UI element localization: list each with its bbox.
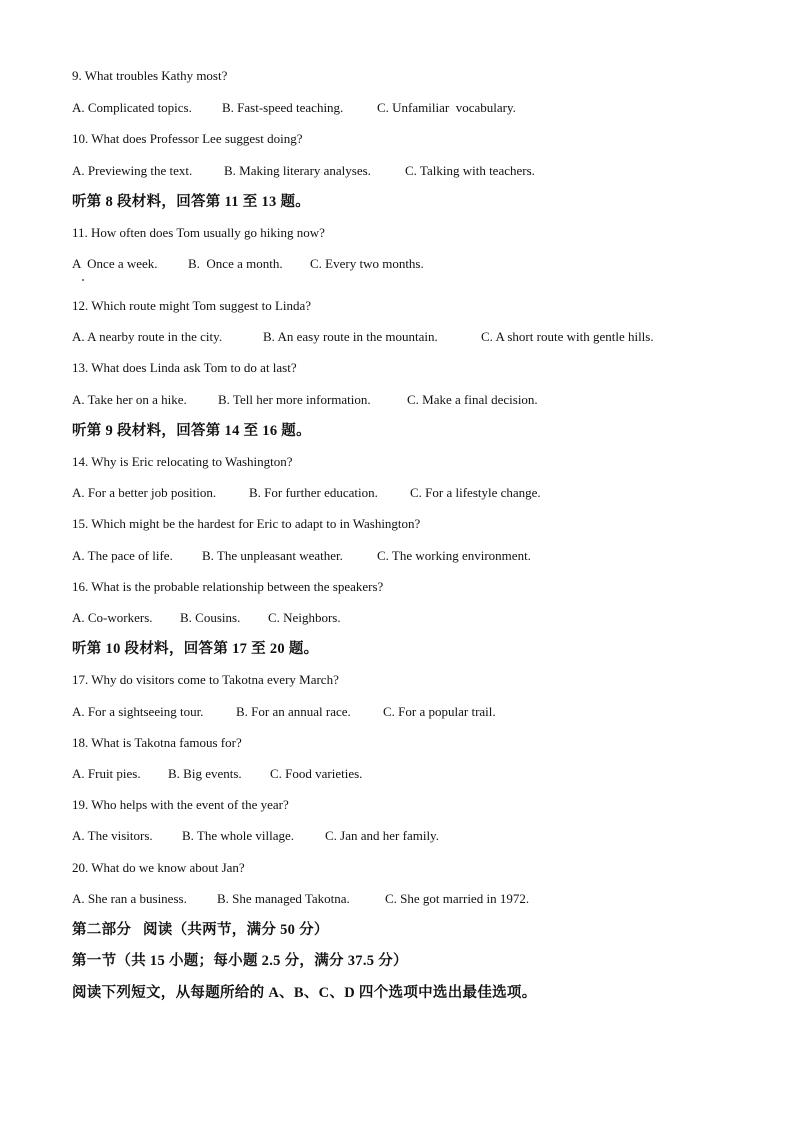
option-c: C. Every two months. bbox=[310, 256, 424, 271]
option-b: B. For an annual race. bbox=[236, 704, 351, 719]
option-a: A Once a week. bbox=[72, 256, 158, 271]
option-c: C. For a popular trail. bbox=[383, 704, 496, 719]
section-one-header: 第一节（共 15 小题；每小题 2.5 分，满分 37.5 分） bbox=[72, 953, 408, 969]
option-a: A. Previewing the text. bbox=[72, 163, 193, 178]
question-16-stem: 16. What is the probable relationship between the speakers? bbox=[72, 579, 384, 594]
stray-dot bbox=[82, 279, 84, 281]
option-c: C. A short route with gentle hills. bbox=[481, 329, 654, 344]
question-11-stem: 11. How often does Tom usually go hiking now? bbox=[72, 225, 325, 240]
option-a: A. For a better job position. bbox=[72, 485, 217, 500]
question-9-stem: 9. What troubles Kathy most? bbox=[72, 68, 228, 83]
section-10-header: 听第 10 段材料，回答第 17 至 20 题。 bbox=[72, 641, 319, 657]
option-b: B. Cousins. bbox=[180, 610, 241, 625]
option-a: A. Take her on a hike. bbox=[72, 392, 187, 407]
option-b: B. She managed Takotna. bbox=[217, 891, 350, 906]
option-a: A. She ran a business. bbox=[72, 891, 187, 906]
option-a: A. For a sightseeing tour. bbox=[72, 704, 204, 719]
option-b: B. Tell her more information. bbox=[218, 392, 371, 407]
option-c: C. Jan and her family. bbox=[325, 828, 439, 843]
option-c: C. For a lifestyle change. bbox=[410, 485, 541, 500]
option-a: A. Co-workers. bbox=[72, 610, 153, 625]
question-10-stem: 10. What does Professor Lee suggest doing? bbox=[72, 131, 303, 146]
part-two-header: 第二部分 阅读（共两节，满分 50 分） bbox=[72, 922, 329, 938]
question-17-stem: 17. Why do visitors come to Takotna every March? bbox=[72, 672, 339, 687]
option-c: C. Neighbors. bbox=[268, 610, 341, 625]
option-c: C. She got married in 1972. bbox=[385, 891, 530, 906]
reading-instructions: 阅读下列短文，从每题所给的 A、B、C、D 四个选项中选出最佳选项。 bbox=[72, 985, 537, 1001]
option-b: B. The unpleasant weather. bbox=[202, 548, 343, 563]
question-14-stem: 14. Why is Eric relocating to Washington? bbox=[72, 454, 293, 469]
option-b: B. Fast-speed teaching. bbox=[222, 100, 344, 115]
option-c: C. Unfamiliar vocabulary. bbox=[377, 100, 516, 115]
question-20-stem: 20. What do we know about Jan? bbox=[72, 860, 245, 875]
option-b: B. Once a month. bbox=[188, 256, 283, 271]
option-b: B. The whole village. bbox=[182, 828, 295, 843]
option-a: A. The visitors. bbox=[72, 828, 153, 843]
option-b: B. Big events. bbox=[168, 766, 242, 781]
option-b: B. An easy route in the mountain. bbox=[263, 329, 438, 344]
question-12-stem: 12. Which route might Tom suggest to Linda? bbox=[72, 298, 312, 313]
option-c: C. Food varieties. bbox=[270, 766, 363, 781]
option-a: A. Complicated topics. bbox=[72, 100, 192, 115]
section-9-header: 听第 9 段材料，回答第 14 至 16 题。 bbox=[72, 423, 311, 439]
question-13-stem: 13. What does Linda ask Tom to do at last? bbox=[72, 360, 297, 375]
option-c: C. Talking with teachers. bbox=[405, 163, 535, 178]
question-19-stem: 19. Who helps with the event of the year? bbox=[72, 797, 289, 812]
section-8-header: 听第 8 段材料，回答第 11 至 13 题。 bbox=[72, 194, 311, 210]
option-b: B. Making literary analyses. bbox=[224, 163, 371, 178]
question-15-stem: 15. Which might be the hardest for Eric to adapt to in Washington? bbox=[72, 516, 421, 531]
question-18-stem: 18. What is Takotna famous for? bbox=[72, 735, 242, 750]
option-a: A. The pace of life. bbox=[72, 548, 173, 563]
option-c: C. The working environment. bbox=[377, 548, 531, 563]
option-c: C. Make a final decision. bbox=[407, 392, 538, 407]
option-a: A. Fruit pies. bbox=[72, 766, 141, 781]
option-b: B. For further education. bbox=[249, 485, 378, 500]
option-a: A. A nearby route in the city. bbox=[72, 329, 223, 344]
